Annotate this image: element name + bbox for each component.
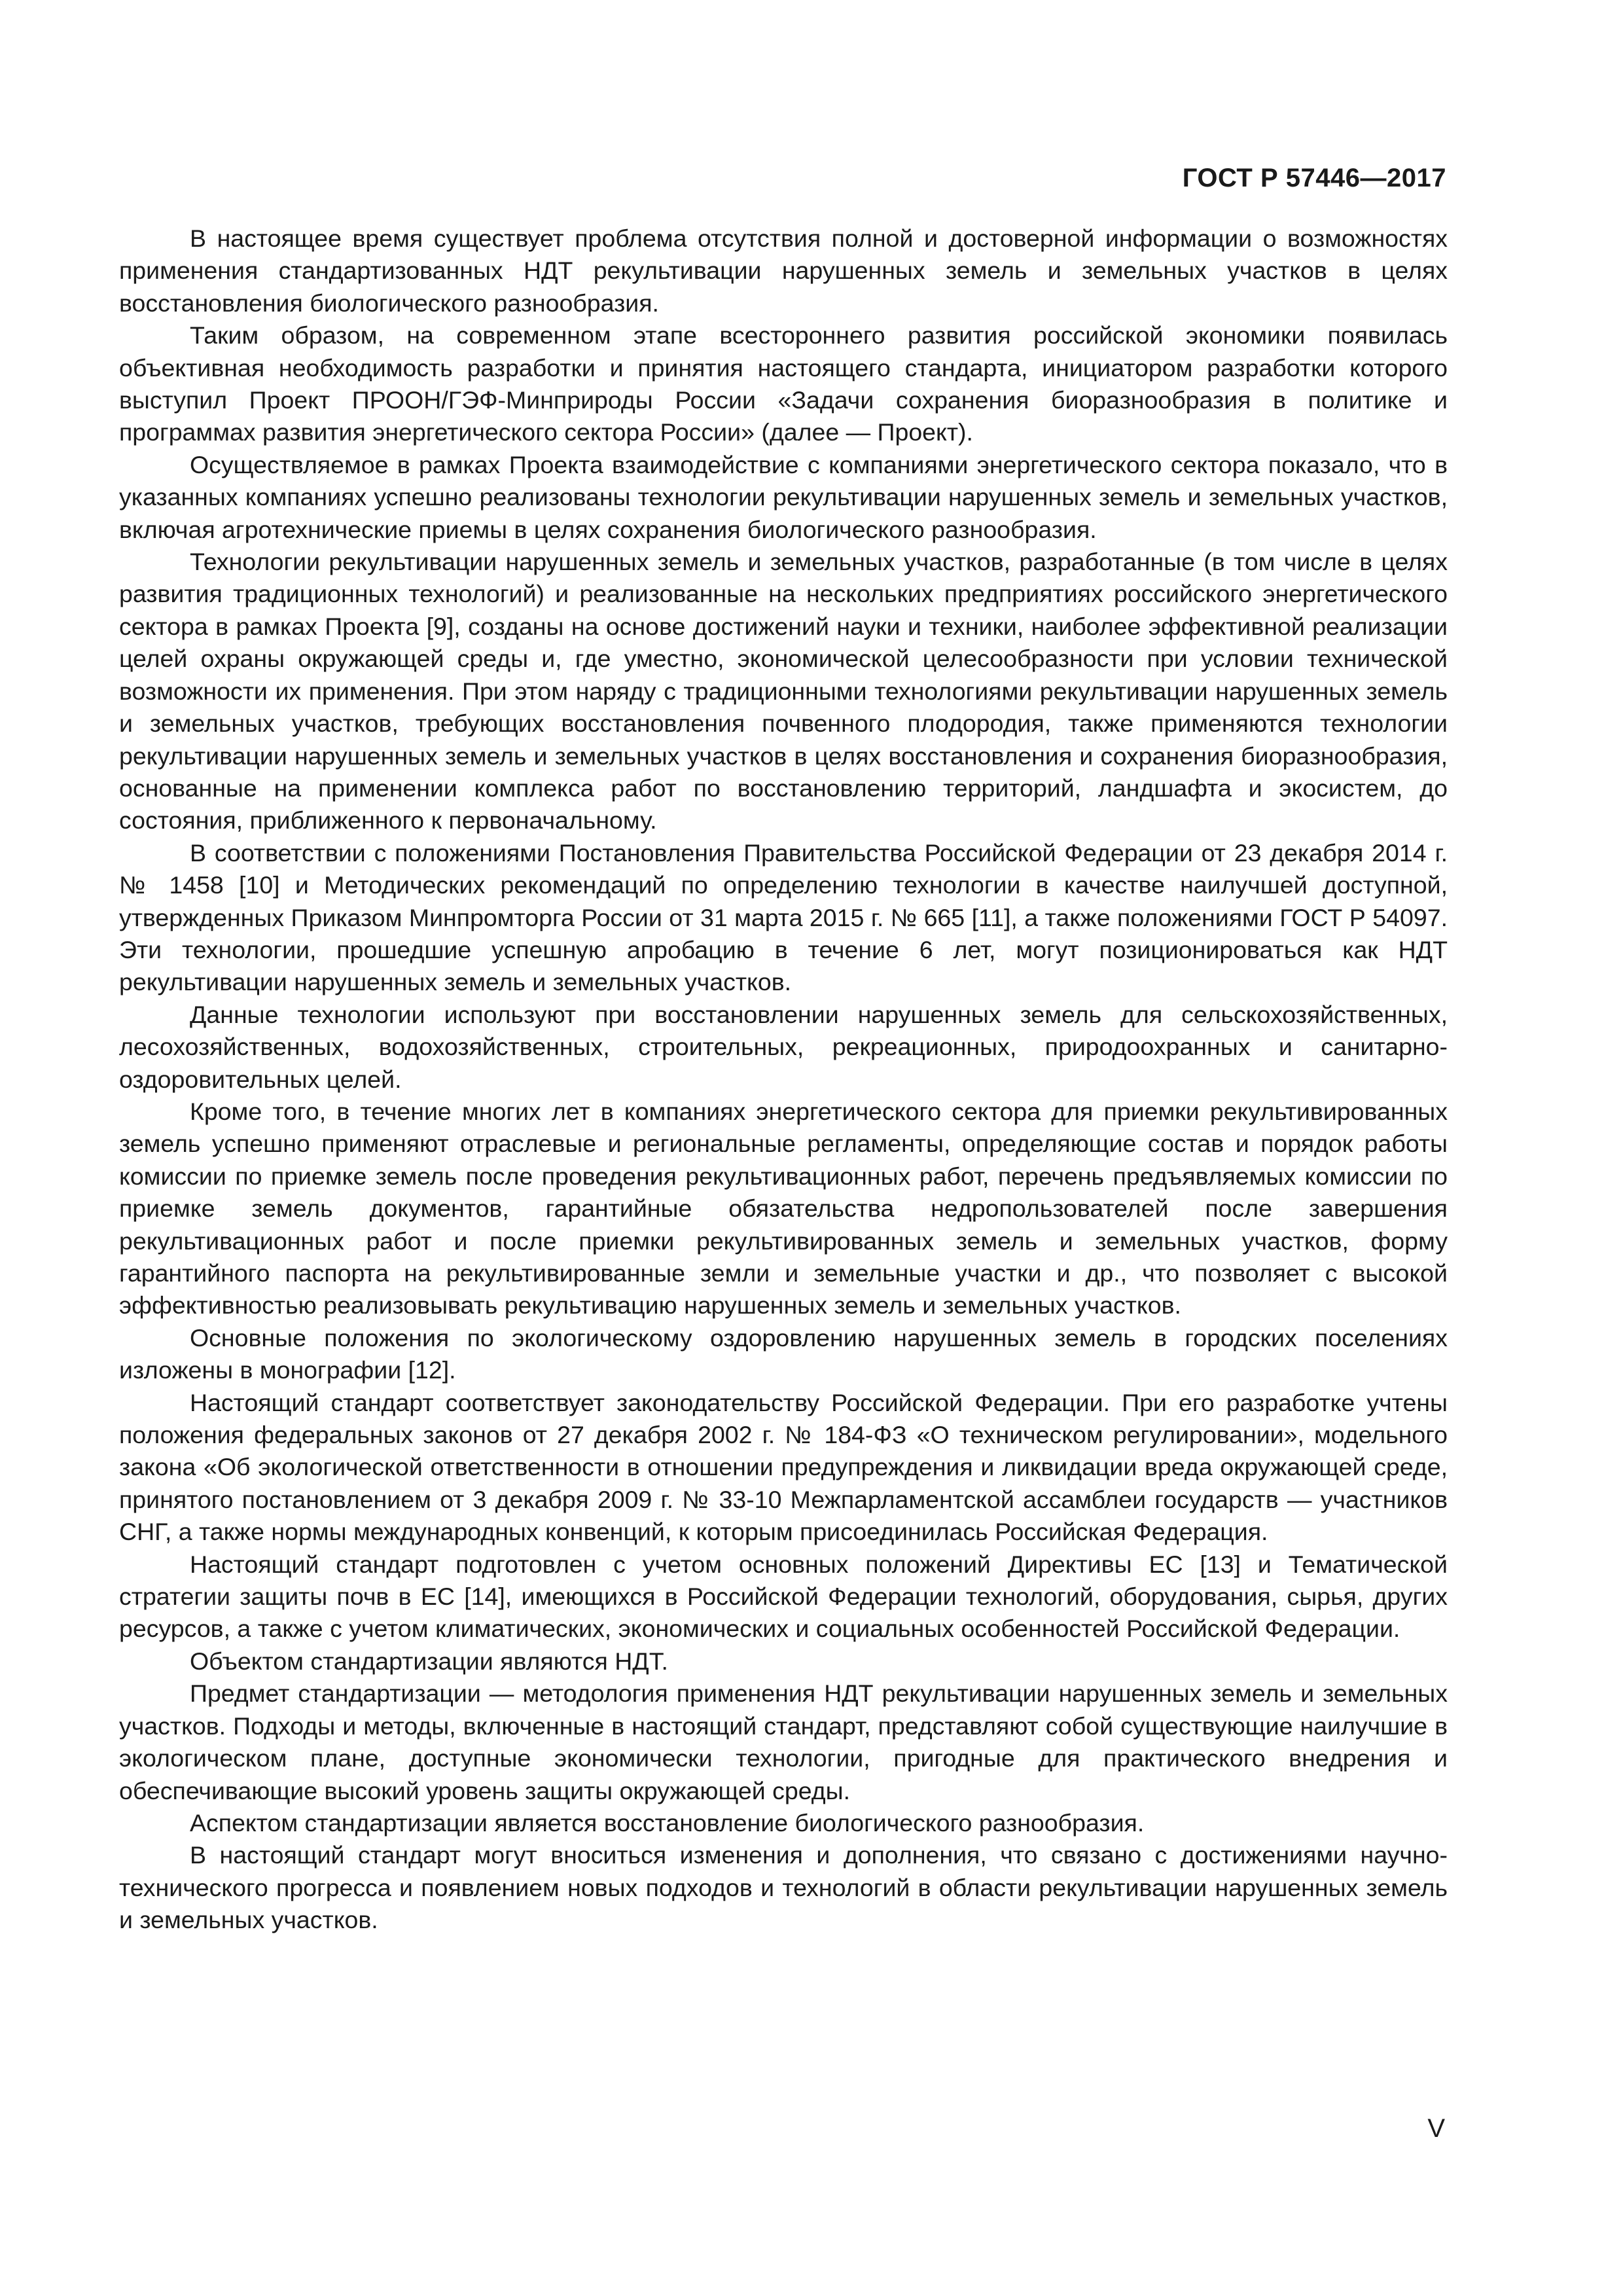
document-code-header: ГОСТ Р 57446—2017 [1182, 164, 1446, 192]
paragraph: Таким образом, на современном этапе всестороннего развития российской экономики появилась объективная необходимость разработки и принятия настоящего стандарта, инициатором разработки которого выступил Проект ПРООН/ГЭФ-Минприроды России «Задачи сохранения биоразнообразия в политике и программах развития энергетического сектора России» (далее — Проект). [119, 321, 1448, 446]
paragraph: Настоящий стандарт подготовлен с учетом основных положений Директивы ЕС [13] и Тематической стратегии защиты почв в ЕС [14], имеющихся в Российской Федерации технологий, оборудования, сырья, других ресурсов, а также с учетом климатических, экономических и социальных особенностей Российской Федерации. [119, 1550, 1448, 1643]
paragraph: Основные положения по экологическому оздоровлению нарушенных земель в городских поселениях изложены в монографии [12]. [119, 1323, 1448, 1384]
paragraph: Аспектом стандартизации является восстановление биологического разнообразия. [190, 1808, 1145, 1837]
paragraph: Технологии рекультивации нарушенных земель и земельных участков, разработанные (в том числе в целях развития традиционных технологий) и реализованные на нескольких предприятиях российского энергетического сектора в рамках Проекта [9], созданы на основе достижений науки и техники, наиболее эффективной реализации целей охраны окружающей среды и, где уместно, экономической целесообразности при условии технической возможности их применения. При этом наряду с традиционными технологиями рекультивации нарушенных земель и земельных участков, требующих восстановления почвенного плодородия, также применяются технологии рекультивации нарушенных земель и земельных участков в целях восстановления и сохранения биоразнообразия, основанные на применении комплекса работ по восстановлению территорий, ландшафта и экосистем, до состояния, приближенного к первоначальному. [119, 548, 1448, 834]
paragraph: В соответствии с положениями Постановления Правительства Российской Федерации от 23 декабря 2014 г. № 1458 [10] и Методических рекомендаций по определению технологии в качестве наилучшей доступной, утвержденных Приказом Минпромторга России от 31 марта 2015 г. № 665 [11], а также положениями ГОСТ Р 54097. Эти технологии, прошедшие успешную апробацию в течение 6 лет, могут позиционироваться как НДТ рекультивации нарушенных земель и земельных участков. [119, 838, 1448, 996]
paragraph: В настоящий стандарт могут вноситься изменения и дополнения, что связано с достижениями научно-технического прогресса и появлением новых подходов и технологий в области рекультивации нарушенных земель и земельных участков. [119, 1841, 1448, 1934]
paragraph: Настоящий стандарт соответствует законодательству Российской Федерации. При его разработке учтены положения федеральных законов от 27 декабря 2002 г. № 184-ФЗ «О техническом регулировании», модельного закона «Об экологической ответственности в отношении предупреждения и ликвидации вреда окружающей среде, принятого постановлением от 3 декабря 2009 г. № 33-10 Межпарламентской ассамблеи государств — участников СНГ, а также нормы международных конвенций, к которым присоединилась Российская Федерация. [119, 1388, 1448, 1546]
paragraph: Кроме того, в течение многих лет в компаниях энергетического сектора для приемки рекультивированных земель успешно применяют отраслевые и региональные регламенты, определяющие состав и порядок работы комиссии по приемке земель после проведения рекультивационных работ, перечень предъявляемых комиссии по приемке земель документов, гарантийные обязательства недропользователей после завершения рекультивационных работ и после приемки рекультивированных земель и земельных участков, форму гарантийного паспорта на рекультивированные земли и земельные участки и др., что позволяет с высокой эффективностью реализовывать рекультивацию нарушенных земель и земельных участков. [119, 1097, 1448, 1319]
paragraph: Данные технологии используют при восстановлении нарушенных земель для сельскохозяйственных, лесохозяйственных, водохозяйственных, строительных, рекреационных, природоохранных и санитарно-оздоровительных целей. [119, 1000, 1448, 1093]
paragraph: В настоящее время существует проблема отсутствия полной и достоверной информации о возможностях применения стандартизованных НДТ рекультивации нарушенных земель и земельных участков в целях восстановления биологического разнообразия. [119, 224, 1448, 317]
page-number: V [1427, 2114, 1445, 2143]
paragraph: Предмет стандартизации — методология применения НДТ рекультивации нарушенных земель и земельных участков. Подходы и методы, включенные в настоящий стандарт, представляют собой существующие наилучшие в экологическом плане, доступные экономически технологии, пригодные для практического внедрения и обеспечивающие высокий уровень защиты окружающей среды. [119, 1679, 1448, 1804]
paragraph: Объектом стандартизации являются НДТ. [190, 1647, 668, 1675]
paragraph: Осуществляемое в рамках Проекта взаимодействие с компаниями энергетического сектора показало, что в указанных компаниях успешно реализованы технологии рекультивации нарушенных земель и земельных участков, включая агротехнические приемы в целях сохранения биологического разнообразия. [119, 450, 1448, 543]
body-text [119, 223, 1448, 1937]
